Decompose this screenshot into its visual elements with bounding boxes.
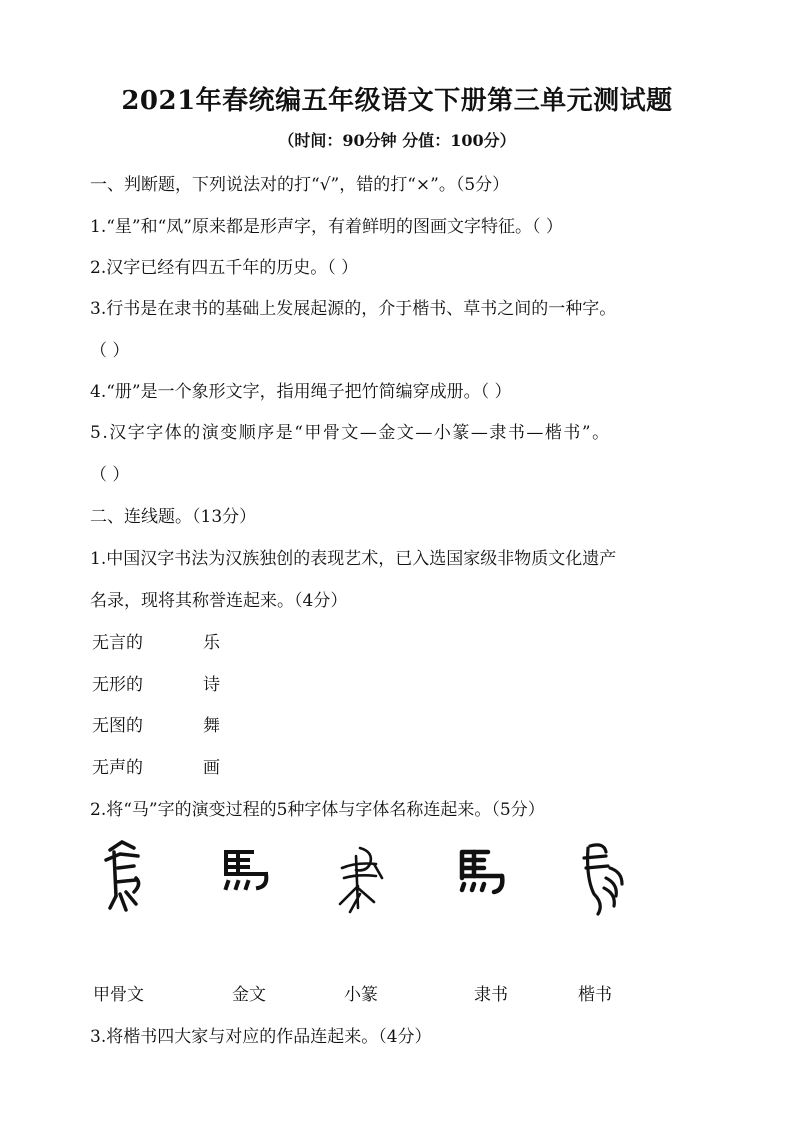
jinwen-ma-icon — [570, 838, 630, 918]
question-2-2: 2.将“马”字的演变过程的5种字体与字体名称连起来。（5分） — [90, 800, 545, 820]
question-2-1-line2: 名录，现将其称誉连起来。（4分） — [90, 591, 348, 611]
section2-heading: 二、连线题。（13分） — [90, 507, 257, 527]
pair-right: 诗 — [203, 675, 220, 695]
font-name: 隶书 — [474, 985, 508, 1005]
section1-heading: 一、判断题，下列说法对的打“√”，错的打“×”。（5分） — [90, 175, 510, 195]
pair-left: 无形的 — [92, 675, 143, 695]
question-1-1: 1.“星”和“凤”原来都是形声字，有着鲜明的图画文字特征。（ ） — [90, 217, 563, 237]
jiaguwen-ma-icon — [100, 838, 150, 918]
question-1-5: 5.汉字字体的演变顺序是“甲骨文—金文—小篆—隶书—楷书”。 — [90, 423, 611, 443]
pair-left: 无言的 — [92, 633, 143, 653]
answer-paren: （ ） — [90, 465, 130, 485]
font-name: 小篆 — [344, 985, 378, 1005]
font-name: 楷书 — [578, 985, 612, 1005]
pair-right: 舞 — [203, 716, 220, 736]
kaishu-ma-icon — [452, 848, 512, 898]
page-title: 2021年春统编五年级语文下册第三单元测试题 — [121, 86, 673, 116]
xiaozhuan-ma-icon — [330, 838, 390, 918]
question-2-1-line1: 1.中国汉字书法为汉族独创的表现艺术，已入选国家级非物质文化遗产 — [90, 549, 617, 569]
question-1-4: 4.“册”是一个象形文字，指用绳子把竹简编穿成册。（ ） — [90, 382, 512, 402]
question-1-3: 3.行书是在隶书的基础上发展起源的，介于楷书、草书之间的一种字。 — [90, 299, 617, 319]
font-name: 金文 — [232, 985, 266, 1005]
pair-right: 乐 — [203, 633, 220, 653]
answer-paren: （ ） — [90, 341, 130, 361]
question-1-2: 2.汉字已经有四五千年的历史。（ ） — [90, 258, 359, 278]
pair-left: 无图的 — [92, 716, 143, 736]
page-subtitle: （时间：90分钟 分值：100分） — [278, 131, 516, 150]
pair-left: 无声的 — [92, 758, 143, 778]
font-name: 甲骨文 — [93, 985, 144, 1005]
lishu-ma-icon — [218, 848, 274, 894]
question-2-3: 3.将楷书四大家与对应的作品连起来。（4分） — [90, 1027, 432, 1047]
pair-right: 画 — [203, 758, 220, 778]
